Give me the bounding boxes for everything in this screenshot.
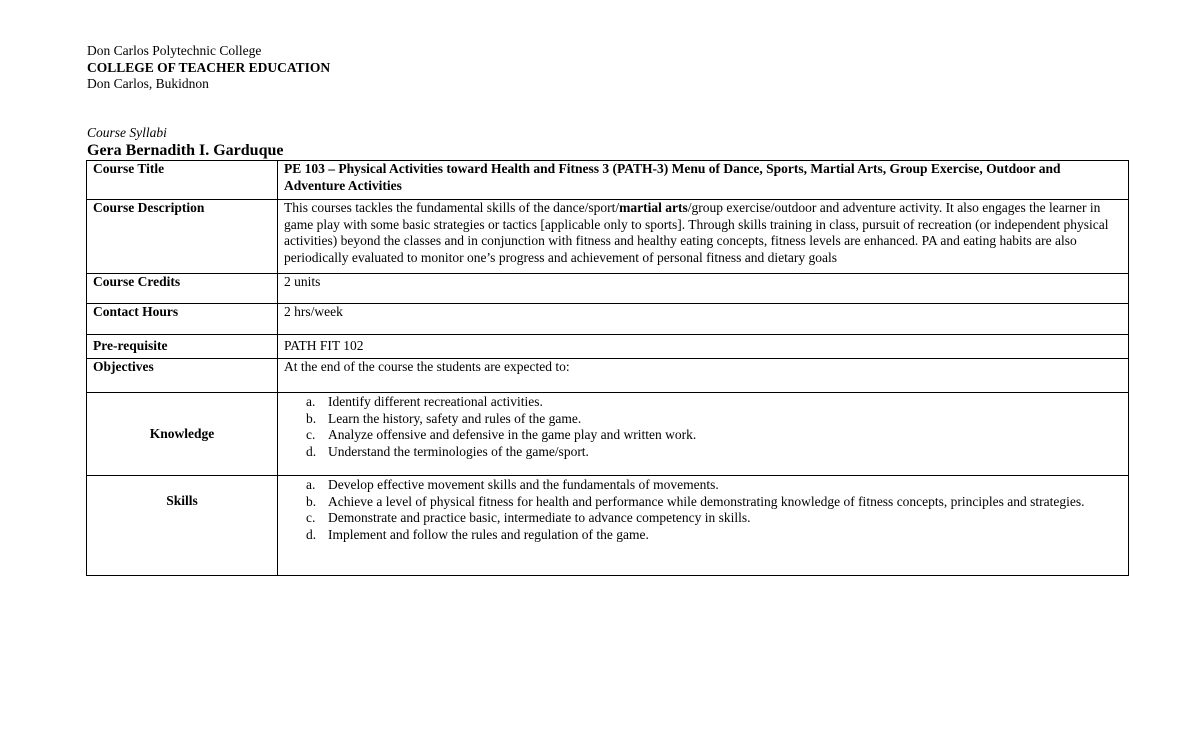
institution-name: Don Carlos Polytechnic College	[87, 43, 262, 58]
description-text-end: /group exercise/outdoor and adventure activity. It also engages the learner in game play with some basic strategies or tactics [applicable only to sports]. Through skills training in class, pursuit of recreation (or independent physical activities) beyond the classes and in conjunction with fitness and healthy eating concepts, fitness levels are enhanced. PA and eating habits are also periodically evaluated to monitor one’s progress and achievement of personal fitness and dietary goals	[284, 200, 1109, 265]
list-marker: a.	[306, 477, 316, 492]
list-marker: b.	[306, 493, 317, 509]
knowledge-list	[284, 394, 1122, 460]
list-marker: d.	[306, 526, 317, 542]
list-item	[306, 410, 1122, 428]
course-title-value: PE 103 – Physical Activities toward Health and Fitness 3 (PATH-3) Menu of Dance, Sports, Martial Arts, Group Exercise, Outdoor and Adventure Activities	[278, 161, 1129, 200]
list-item-text: Learn the history, safety and rules of the game.	[328, 410, 582, 426]
skills-list	[284, 477, 1122, 543]
course-description-label: Course Description	[87, 200, 278, 274]
list-marker: d.	[306, 443, 317, 459]
list-marker: c.	[306, 510, 316, 525]
list-item-text: Develop effective movement skills and the fundamentals of movements.	[328, 477, 719, 492]
skills-row	[87, 476, 1129, 576]
list-item	[306, 477, 1122, 494]
course-credits-value: 2 units	[278, 274, 1129, 304]
prerequisite-value: PATH FIT 102	[278, 335, 1129, 359]
course-title-label: Course Title	[87, 161, 278, 200]
list-item	[306, 510, 1122, 527]
knowledge-row	[87, 393, 1129, 476]
author-name: Gera Bernadith I. Garduque	[87, 142, 284, 159]
skills-label: Skills	[87, 476, 278, 576]
course-description-value	[278, 200, 1129, 274]
objectives-row	[87, 359, 1129, 393]
skills-objectives	[278, 476, 1129, 576]
list-marker: c.	[306, 427, 316, 442]
course-credits-row	[87, 274, 1129, 304]
syllabus-table	[86, 160, 1129, 576]
list-item	[306, 526, 1122, 544]
prerequisite-label: Pre-requisite	[87, 335, 278, 359]
college-name: COLLEGE OF TEACHER EDUCATION	[87, 60, 331, 75]
objectives-value: At the end of the course the students are expected to:	[278, 359, 1129, 393]
institution-location: Don Carlos, Bukidnon	[87, 76, 209, 91]
list-item	[306, 394, 1122, 411]
list-item-text: Demonstrate and practice basic, intermediate to advance competency in skills.	[328, 510, 751, 525]
list-item-text: Implement and follow the rules and regulation of the game.	[328, 526, 649, 542]
course-description-row	[87, 200, 1129, 274]
course-credits-label: Course Credits	[87, 274, 278, 304]
description-text-start: This courses tackles the fundamental skills of the dance/sport/	[284, 200, 620, 215]
objectives-label: Objectives	[87, 359, 278, 393]
list-item-text: Identify different recreational activities.	[328, 394, 543, 409]
knowledge-label: Knowledge	[87, 393, 278, 476]
list-item-text: Understand the terminologies of the game/sport.	[328, 443, 589, 459]
course-title-row	[87, 161, 1129, 200]
list-item-text: Analyze offensive and defensive in the game play and written work.	[328, 427, 697, 442]
prerequisite-row	[87, 335, 1129, 359]
description-bold-term: martial arts	[619, 200, 688, 215]
contact-hours-row	[87, 304, 1129, 335]
knowledge-objectives	[278, 393, 1129, 476]
list-marker: a.	[306, 394, 316, 409]
contact-hours-value: 2 hrs/week	[278, 304, 1129, 335]
list-item-text: Achieve a level of physical fitness for health and performance while demonstrating knowledge of fitness concepts, principles and strategies.	[328, 493, 1085, 509]
contact-hours-label: Contact Hours	[87, 304, 278, 335]
list-item	[306, 493, 1122, 511]
list-marker: b.	[306, 410, 317, 426]
list-item	[306, 427, 1122, 444]
document-label: Course Syllabi	[87, 125, 167, 140]
list-item	[306, 443, 1122, 461]
